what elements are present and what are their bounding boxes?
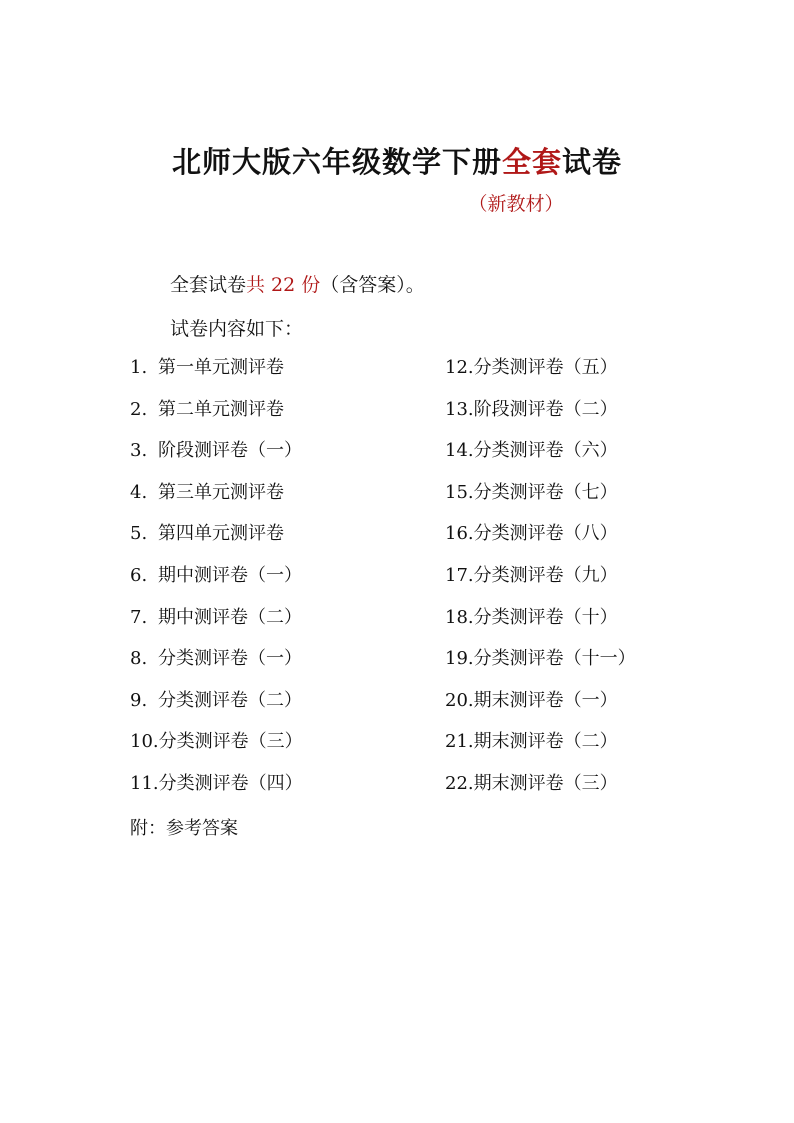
item-label: 阶段测评卷（一） xyxy=(158,440,302,462)
list-item xyxy=(130,770,303,812)
list-item xyxy=(130,520,303,562)
document-subtitle: （新教材） xyxy=(468,193,564,215)
list-item xyxy=(130,479,303,521)
appendix-note: 附：参考答案 xyxy=(130,818,238,839)
item-number: 2. xyxy=(130,398,148,420)
item-number: 11. xyxy=(130,772,159,794)
item-number: 18. xyxy=(445,606,474,628)
item-number: 22. xyxy=(445,772,474,794)
item-number: 4. xyxy=(130,481,148,503)
item-label: 分类测评卷（一） xyxy=(158,648,302,670)
item-label: 第四单元测评卷 xyxy=(158,523,284,545)
list-item xyxy=(130,645,303,687)
list-item xyxy=(130,687,303,729)
item-label: 期中测评卷（一） xyxy=(158,564,302,586)
intro-part1: 全套试卷 xyxy=(170,274,247,296)
contents-label: 试卷内容如下： xyxy=(170,318,304,340)
item-label: 分类测评卷（十） xyxy=(473,606,618,628)
title-suffix: 试卷 xyxy=(562,145,623,179)
list-item xyxy=(130,354,303,396)
contents-list-right xyxy=(445,354,636,812)
item-number: 21. xyxy=(445,731,474,753)
item-label: 分类测评卷（五） xyxy=(473,357,618,378)
list-item xyxy=(445,437,636,479)
list-item xyxy=(130,437,303,479)
item-number: 15. xyxy=(445,481,474,503)
list-item xyxy=(445,728,636,770)
list-item xyxy=(445,520,636,562)
document-title xyxy=(0,140,794,181)
list-item xyxy=(445,604,636,646)
list-item xyxy=(130,396,303,438)
list-item xyxy=(130,562,303,604)
list-item xyxy=(130,728,303,770)
item-number: 3. xyxy=(130,440,148,462)
item-label: 分类测评卷（六） xyxy=(473,440,618,462)
item-label: 阶段测评卷（二） xyxy=(473,398,618,420)
list-item xyxy=(445,479,636,521)
item-label: 分类测评卷（十一） xyxy=(473,648,636,670)
title-prefix: 北师大版六年级数学下册 xyxy=(171,145,502,179)
contents-list-left xyxy=(130,354,303,812)
item-label: 期末测评卷（三） xyxy=(473,772,618,794)
list-item xyxy=(445,354,636,396)
list-item xyxy=(445,687,636,729)
item-label: 分类测评卷（四） xyxy=(158,772,303,794)
item-number: 17. xyxy=(445,564,474,586)
item-label: 分类测评卷（八） xyxy=(473,523,618,545)
item-label: 期末测评卷（二） xyxy=(473,731,618,753)
item-label: 分类测评卷（九） xyxy=(473,564,618,586)
title-highlight: 全套 xyxy=(501,145,562,179)
item-label: 分类测评卷（七） xyxy=(473,481,618,503)
item-label: 期中测评卷（二） xyxy=(158,606,302,628)
item-number: 7. xyxy=(130,606,148,628)
item-number: 8. xyxy=(130,648,148,670)
item-number: 19. xyxy=(445,648,474,670)
item-label: 第二单元测评卷 xyxy=(158,398,284,420)
item-number: 14. xyxy=(445,440,474,462)
list-item xyxy=(445,562,636,604)
item-number: 5. xyxy=(130,523,148,545)
item-label: 第一单元测评卷 xyxy=(158,357,284,378)
intro-highlight: 共 22 份 xyxy=(246,274,321,296)
item-number: 12. xyxy=(445,357,474,378)
item-number: 9. xyxy=(130,689,148,711)
item-number: 20. xyxy=(445,689,474,711)
list-item xyxy=(130,604,303,646)
item-label: 第三单元测评卷 xyxy=(158,481,284,503)
item-label: 分类测评卷（三） xyxy=(158,731,303,753)
item-number: 1. xyxy=(130,357,148,378)
list-item xyxy=(445,396,636,438)
item-number: 10. xyxy=(130,731,159,753)
item-label: 期末测评卷（一） xyxy=(473,689,618,711)
item-label: 分类测评卷（二） xyxy=(158,689,302,711)
intro-part2: （含答案）。 xyxy=(320,274,425,296)
list-item xyxy=(445,645,636,687)
intro-line xyxy=(170,270,425,297)
item-number: 6. xyxy=(130,564,148,586)
list-item xyxy=(445,770,636,812)
item-number: 13. xyxy=(445,398,474,420)
item-number: 16. xyxy=(445,523,474,545)
